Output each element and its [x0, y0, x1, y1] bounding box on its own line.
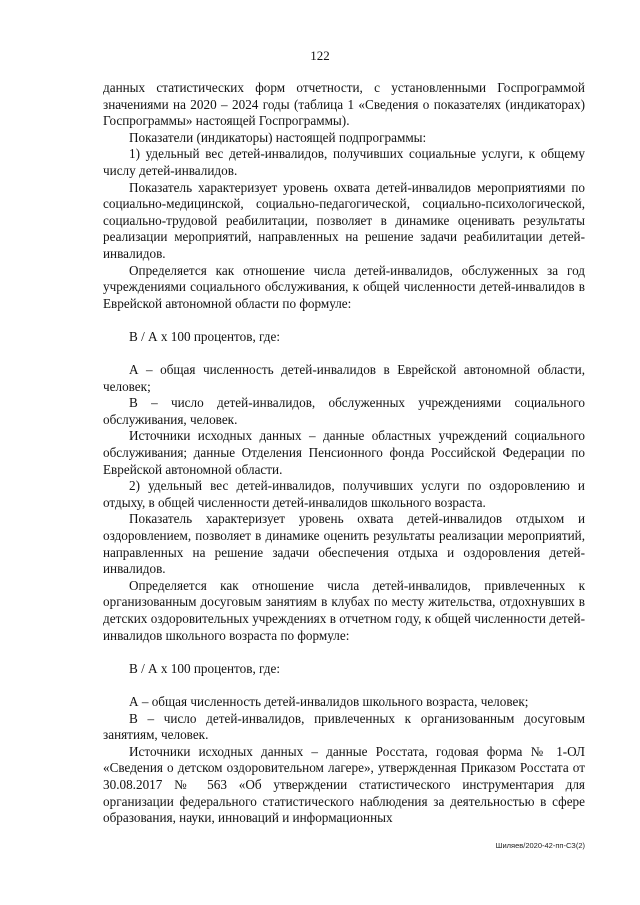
paragraph: 2) удельный вес детей-инвалидов, получивших услуги по оздоровлению и отдыху, в общей численности детей-инвалидов школьного возраста.: [103, 478, 585, 510]
paragraph: В – число детей-инвалидов, обслуженных учреждениями социального обслуживания, человек.: [103, 395, 585, 427]
paragraph: Показатель характеризует уровень охвата детей-инвалидов мероприятиями по социально-медицинской, социально-педагогической, социально-психологической, социально-трудовой реабилитации, позволяет в динамике оценивать результаты реализации мероприятий, направленных на решение задачи реабилитации детей-инвалидов.: [103, 179, 585, 261]
spacer: [103, 312, 585, 329]
formula: В / А х 100 процентов, где:: [129, 660, 281, 676]
document-footer-code: Шиляев/2020-42-пп-СЗ(2): [495, 841, 585, 850]
paragraph: 1) удельный вес детей-инвалидов, получивших социальные услуги, к общему числу детей-инвалидов.: [103, 146, 585, 178]
paragraph: Определяется как отношение числа детей-инвалидов, привлеченных к организованным досуговым занятиям в клубах по месту жительства, отдохнувших в детских оздоровительных учреждениях в отчетном году, к общей численности детей-инвалидов школьного возраста по формуле:: [103, 577, 585, 643]
document-body: [103, 80, 585, 827]
spacer: [103, 346, 585, 363]
formula: В / А х 100 процентов, где:: [129, 328, 281, 344]
paragraph: А – общая численность детей-инвалидов в Еврейской автономной области, человек;: [103, 362, 585, 394]
paragraph: Источники исходных данных – данные Росстата, годовая форма № 1-ОЛ «Сведения о детском оздоровительном лагере», утвержденная Приказом Росстата от 30.08.2017 № 563 «Об утверждении статистического инструментария для организации федерального статистического наблюдения за деятельностью в сфере образования, науки, инноваций и информационных: [103, 743, 585, 826]
paragraph: данных статистических форм отчетности, с установленными Госпрограммой значениями на 2020 – 2024 годы (таблица 1 «Сведения о показателях (индикаторах) Госпрограммы» настоящей Госпрограммы).: [103, 80, 585, 129]
paragraph: Источники исходных данных – данные областных учреждений социального обслуживания; данные Отделения Пенсионного фонда Российской Федерации по Еврейской автономной области.: [103, 428, 585, 477]
spacer: [103, 677, 585, 694]
spacer: [103, 644, 585, 661]
paragraph: Показатель характеризует уровень охвата детей-инвалидов отдыхом и оздоровлением, позволяет в динамике оценить результаты реализации мероприятий, направленных на решение задачи обеспечения отдыха и оздоровления детей-инвалидов.: [103, 511, 585, 577]
paragraph: Показатели (индикаторы) настоящей подпрограммы:: [129, 129, 427, 145]
page-number: 122: [310, 48, 330, 63]
paragraph: А – общая численность детей-инвалидов школьного возраста, человек;: [129, 693, 529, 709]
paragraph: Определяется как отношение числа детей-инвалидов, обслуженных за год учреждениями социального обслуживания, к общей численности детей-инвалидов в Еврейской автономной области по формуле:: [103, 262, 585, 311]
paragraph: В – число детей-инвалидов, привлеченных к организованным досуговым занятиям, человек.: [103, 710, 585, 743]
